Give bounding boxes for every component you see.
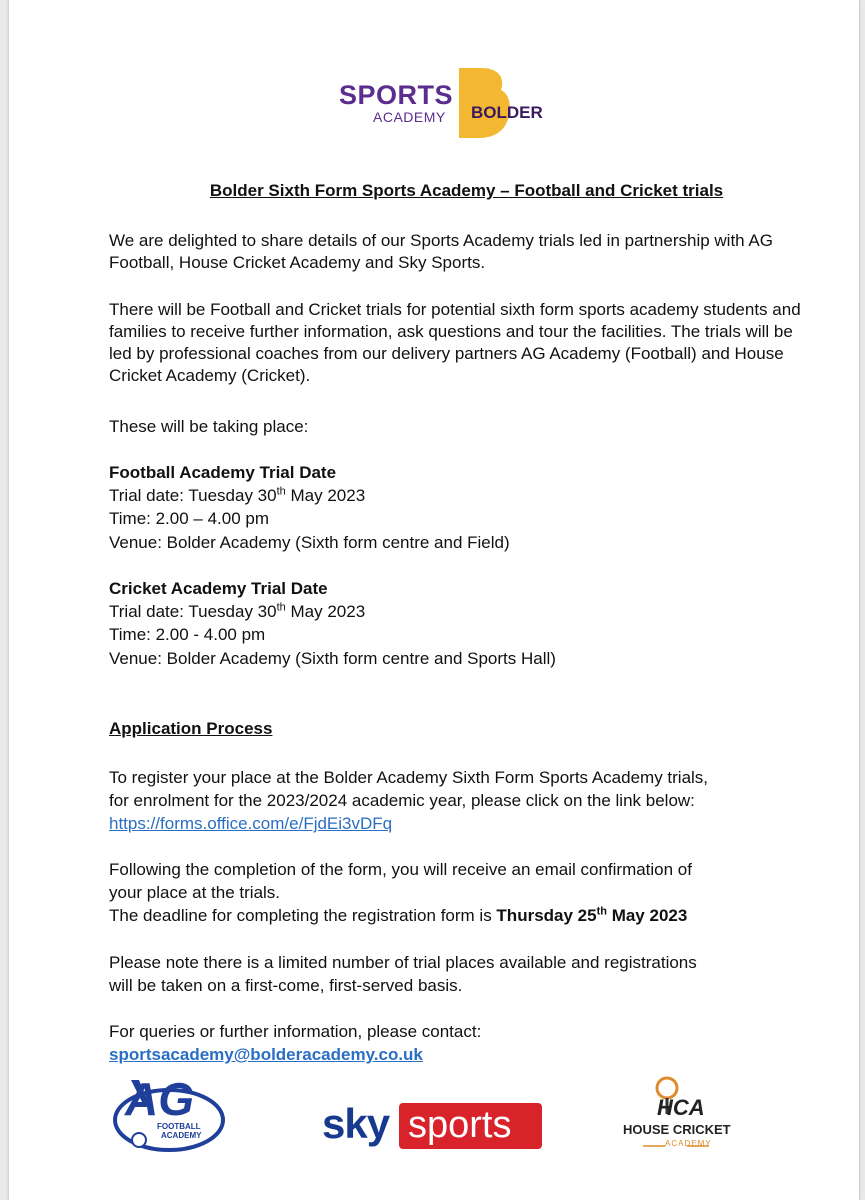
ag-logo-letters: AG <box>125 1073 194 1125</box>
confirm-line-2: your place at the trials. <box>109 883 281 902</box>
contact-email-line <box>109 1044 809 1066</box>
register-line-2: for enrolment for the 2023/2024 academic year, please click on the link below: <box>109 791 695 810</box>
cricket-heading: Cricket Academy Trial Date <box>109 579 328 598</box>
football-date: Trial date: Tuesday 30th May 2023 <box>109 485 366 505</box>
contact-text: For queries or further information, please contact: <box>109 1022 482 1041</box>
registration-form-link[interactable]: https://forms.office.com/e/FjdEi3vDFq <box>109 814 393 833</box>
football-heading: Football Academy Trial Date <box>109 463 337 482</box>
contact-email-link[interactable]: sportsacademy@bolderacademy.co.uk <box>109 1045 423 1064</box>
limited-line-2: will be taken on a first-come, first-served basis. <box>109 976 463 995</box>
logo-academy-text: ACADEMY <box>373 109 446 125</box>
hca-logo-letters: HCA <box>657 1095 705 1120</box>
details-paragraph: There will be Football and Cricket trials for potential sixth form sports academy students and families to receive further information, ask questions and tour the facilities. The trials will be led by professional coaches from our delivery partners AG Academy (Football) and House Cricket Academy (Cricket). <box>109 300 801 385</box>
registration-link-line <box>109 813 809 835</box>
taking-place-text: These will be taking place: <box>109 417 309 436</box>
ag-logo-line1: FOOTBALL <box>157 1122 201 1131</box>
limited-line-1: Please note there is a limited number of trial places available and registrations <box>109 953 697 972</box>
cricket-date: Trial date: Tuesday 30th May 2023 <box>109 601 366 621</box>
document-page <box>9 0 859 1200</box>
football-time: Time: 2.00 – 4.00 pm <box>109 509 270 528</box>
deadline-line: The deadline for completing the registration form is Thursday 25th May 2023 <box>109 905 688 925</box>
application-heading: Application Process <box>109 719 273 738</box>
ag-football-academy-logo <box>109 1074 227 1154</box>
cricket-time: Time: 2.00 - 4.00 pm <box>109 625 266 644</box>
sports-academy-bolder-logo <box>331 66 551 140</box>
ag-logo-line2: ACADEMY <box>161 1131 202 1140</box>
confirm-line-1: Following the completion of the form, you will receive an email confirmation of <box>109 860 692 879</box>
sports-logo-text: sports <box>408 1104 512 1146</box>
logo-bolder-text: BOLDER <box>471 103 543 122</box>
hca-logo-line2: ACADEMY <box>665 1139 712 1148</box>
intro-paragraph: We are delighted to share details of our Sports Academy trials led in partnership with AG Football, House Cricket Academy and Sky Sports. <box>109 231 773 272</box>
sky-logo-text: sky <box>322 1100 390 1147</box>
logo-sports-text: SPORTS <box>339 80 454 110</box>
cricket-venue: Venue: Bolder Academy (Sixth form centre and Sports Hall) <box>109 649 556 668</box>
sky-sports-logo <box>322 1100 544 1152</box>
register-line-1: To register your place at the Bolder Academy Sixth Form Sports Academy trials, <box>109 768 709 787</box>
document-title: Bolder Sixth Form Sports Academy – Football and Cricket trials <box>209 181 724 200</box>
football-venue: Venue: Bolder Academy (Sixth form centre and Field) <box>109 533 510 552</box>
house-cricket-academy-logo <box>607 1074 745 1154</box>
hca-logo-line1: HOUSE CRICKET <box>623 1122 731 1137</box>
